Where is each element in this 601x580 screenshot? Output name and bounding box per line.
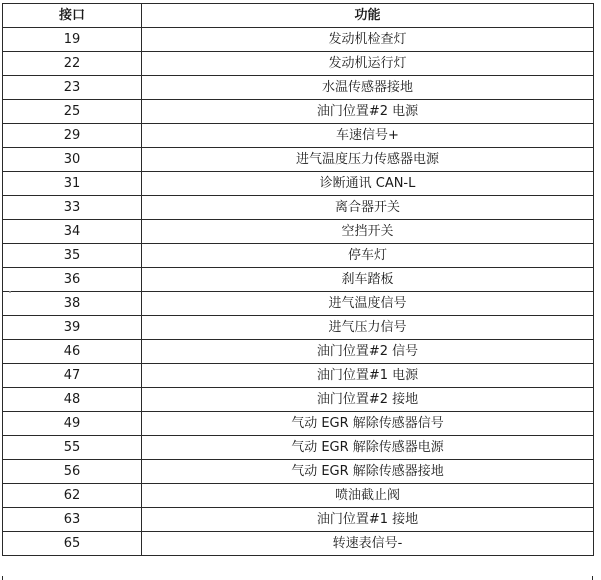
function-cell: 油门位置#2 信号 [142,340,594,364]
table-header-row [3,4,594,28]
pin-number-cell: 29 [3,124,142,148]
function-cell: 发动机检查灯 [142,28,594,52]
pin-number-cell: 49 [3,412,142,436]
function-cell: 喷油截止阀 [142,484,594,508]
function-cell: 空挡开关 [142,220,594,244]
function-cell: 油门位置#1 接地 [142,508,594,532]
function-cell: 停车灯 [142,244,594,268]
table-row [3,28,594,52]
function-cell: 油门位置#2 电源 [142,100,594,124]
pin-number-cell: 38 [3,292,142,316]
pin-number-cell: 48 [3,388,142,412]
pin-number-cell: 62 [3,484,142,508]
pin-number-cell: 25 [3,100,142,124]
table-row [3,220,594,244]
function-cell: 水温传感器接地 [142,76,594,100]
function-cell: 进气温度压力传感器电源 [142,148,594,172]
function-cell: 油门位置#2 接地 [142,388,594,412]
table-row [3,268,594,292]
table-row [3,364,594,388]
function-cell: 车速信号+ [142,124,594,148]
pin-number-cell: 55 [3,436,142,460]
pin-number-cell: 36 [3,268,142,292]
table-row [3,412,594,436]
table-row [3,52,594,76]
table-row [3,76,594,100]
table-row [3,508,594,532]
function-cell: 进气温度信号 [142,292,594,316]
table-body [3,28,594,556]
pin-function-table [2,3,594,556]
function-cell: 气动 EGR 解除传感器接地 [142,460,594,484]
table-row [3,196,594,220]
table-row [3,388,594,412]
pin-number-cell: 33 [3,196,142,220]
function-cell: 离合器开关 [142,196,594,220]
table-row [3,292,594,316]
table-row [3,148,594,172]
table-row [3,436,594,460]
function-cell: 诊断通讯 CAN-L [142,172,594,196]
pin-number-cell: 65 [3,532,142,556]
pin-number-cell: 47 [3,364,142,388]
table-row [3,172,594,196]
function-cell: 气动 EGR 解除传感器信号 [142,412,594,436]
pin-number-cell: 23 [3,76,142,100]
pin-number-cell: 39 [3,316,142,340]
table-row [3,244,594,268]
pin-number-cell: 22 [3,52,142,76]
pin-number-cell: 46 [3,340,142,364]
pin-number-cell: 34 [3,220,142,244]
function-cell: 发动机运行灯 [142,52,594,76]
pin-number-cell: 56 [3,460,142,484]
scan-speck [9,291,11,293]
table-row [3,124,594,148]
header-function: 功能 [142,4,594,28]
pin-number-cell: 35 [3,244,142,268]
function-cell: 转速表信号- [142,532,594,556]
table-row [3,340,594,364]
function-cell: 气动 EGR 解除传感器电源 [142,436,594,460]
table-row [3,532,594,556]
pin-number-cell: 19 [3,28,142,52]
function-cell: 进气压力信号 [142,316,594,340]
next-row-edge [2,576,593,580]
pin-number-cell: 31 [3,172,142,196]
function-cell: 刹车踏板 [142,268,594,292]
table-row [3,100,594,124]
pin-number-cell: 30 [3,148,142,172]
header-pin: 接口 [3,4,142,28]
table-row [3,460,594,484]
function-cell: 油门位置#1 电源 [142,364,594,388]
table-row [3,316,594,340]
table-row [3,484,594,508]
pin-number-cell: 63 [3,508,142,532]
